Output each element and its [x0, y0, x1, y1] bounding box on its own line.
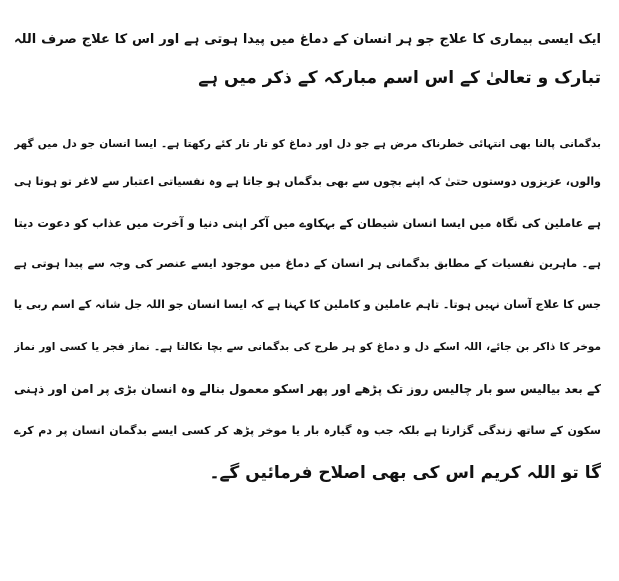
text-line: ایک ایسی بیماری کا علاج جو ہر انسان کے دماغ میں پیدا ہوتی ہے اور اس کا علاج صرف اللہ	[14, 32, 601, 47]
text-line: موخر کا ذاکر بن جائے، اللہ اسکے دل و دماغ کو ہر طرح کی بدگمانی سے بچا نکالتا ہے۔ نماز فجر یا کسی اور نماز	[14, 341, 601, 353]
text-line: ہے۔ ماہرین نفسیات کے مطابق بدگمانی ہر انسان کے دماغ میں موجود ایسے عنصر کی وجہ سے پیدا ہوتی ہے	[14, 257, 601, 270]
text-line: گا تو اللہ کریم اس کی بھی اصلاح فرمائیں گے۔	[209, 463, 601, 483]
text-line: ہے عاملین کی نگاہ میں ایسا انسان شیطان کے بہکاوے میں آکر اپنی دنیا و آخرت میں عذاب کو دعوت دیتا	[14, 216, 601, 230]
text-line: سکون کے ساتھ زندگی گزارتا ہے بلکہ جب وہ گیارہ بار یا موخر پڑھ کر کسی ایسے بدگمان انسان پر دم کرے	[14, 424, 601, 437]
text-line: جس کا علاج آسان نہیں ہوتا۔ تاہم عاملین و کاملین کا کہنا ہے کہ ایسا انسان جو اللہ جل شانہ کے اسم ربی یا	[14, 298, 601, 311]
text-line: والوں، عزیزوں دوستوں حتیٰ کہ اپنے بچوں سے بھی بدگماں ہو جاتا ہے وہ نفسیاتی اعتبار سے لاغر تو ہوتا ہی	[14, 175, 601, 188]
text-line: بدگمانی پالنا بھی انتہائی خطرناک مرض ہے جو دل اور دماغ کو تار تار کئے رکھتا ہے۔ ایسا انسان جو دل میں گھر	[14, 138, 601, 150]
text-line: تبارک و تعالیٰ کے اس اسم مبارکہ کے ذکر میں ہے	[198, 68, 601, 88]
text-line: کے بعد بیالیس سو بار چالیس روز تک پڑھے اور پھر اسکو معمول بنالے وہ انسان بڑی پر امن اور ذہنی	[14, 382, 601, 396]
